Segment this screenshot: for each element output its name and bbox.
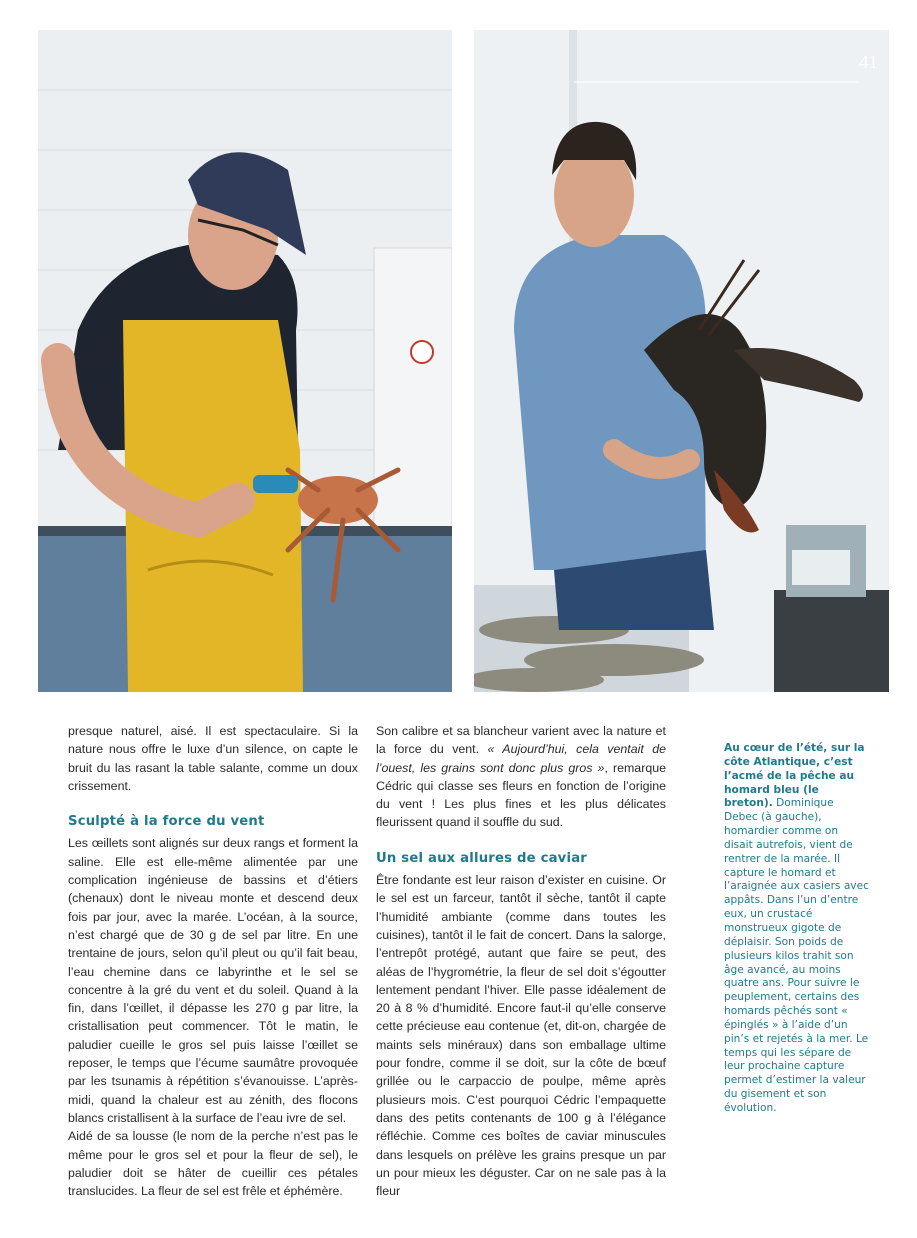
section-heading: Sculpté à la force du vent xyxy=(68,814,265,830)
quote: « Aujourd’hui, cela ventait de l’ouest, les grains sont donc plus gros » xyxy=(376,742,666,775)
photo-lobster-fisherman-icon xyxy=(38,30,452,692)
photo-blue-lobster-icon xyxy=(474,30,889,692)
photo-caption xyxy=(724,742,869,1116)
section-heading: Un sel aux allures de caviar xyxy=(376,850,588,866)
caption-text: Dominique Debec (à gauche), homardier comme on disait autrefois, vient de rentrer de la marée. Il capture le homard et l’araignée aux casiers avec appâts. Dans l’un d’entre eux, un crustacé monstrueux gigote de déplaisir. Son poids de plusieurs kilos trahit son âge avancé, au moins quatre ans. Pour suivre le peuplement, certains des homards pêchés sont « épinglés » à l’aide d’un pin’s et rejetés à la mer. Le temps qui les sépare de leur prochaine capture permet d’estimer la valeur du gisement et son évolution. xyxy=(724,797,869,1114)
paragraph: Aidé de sa lousse (le nom de la perche n’est pas le même pour le gros sel et pour la fleur de sel), le paludier doit se hâter de cueillir ces pétales translucides. La fleur de sel est frêle et éphémère. xyxy=(68,1129,358,1199)
text-column-1 xyxy=(68,722,358,1200)
page-number: 41 xyxy=(859,52,878,73)
paragraph-start: Son calibre et sa blancheur varient avec la nature et la force du vent. xyxy=(376,724,666,757)
paragraph: Être fondante est leur raison d’exister en cuisine. Or le sel est un farceur, tantôt il sèche, tantôt il capte l’humidité ambiante (comme dans toutes les cuisines), tantôt il le fait de concert. Dans la salorge, l’entrepôt protégé, autant que faire se peut, des aléas de l’hygrométrie, la fleur de sel doit s’égoutter lentement pendant l’hiver. Elle passe idéalement de 20 à 8 % d’humidité. Encore faut-il qu’elle conserve cette précieuse eau contenue (et, dit-on, chargée de maints sels minéraux) dans son emballage ultime pour fondre, comme il se doit, sur la côte de bœuf grillée ou le carpaccio de poulpe, même après plusieurs mois. C’est pourquoi Cédric l’empaquette dans des petits contenants de 100 g à l’élégance réfléchie. Comme ces boîtes de caviar minuscules dans lesquels on prélève les grains presque un par un pour mieux les déguster. Car on ne sale pas à la fleur xyxy=(376,873,666,1199)
paragraph xyxy=(376,722,666,832)
paragraph-end: , remarque Cédric qui classe ses fleurs en fonction de l’origine du vent ! Les plus fines et les plus délicates fleurissent quand il souffle du sud. xyxy=(376,760,666,830)
paragraph: Les œillets sont alignés sur deux rangs et forment la saline. Elle est elle-même alimentée par une complication ingénieuse de bassins et d’étiers (chenaux) dont le niveau monte et descend deux fois par jour, avec la marée. L’océan, à la source, n’est chargé que de 30 g de sel par litre. En une trentaine de jours, selon qu’il pleut ou qu’il fait beau, l’eau chemine dans ce labyrinthe et le sel se concentre à la gré du vent et du soleil. Quand à la fin, dans l’œillet, il dépasse les 270 g par litre, la cristallisation peut commencer. Tôt le matin, le paludier cueille le gros sel puis laisse l’œillet se reposer, le temps que l’écume saumâtre provoquée par les tsunamis à répétition s’évanouisse. L’après-midi, quand la chaleur est au zénith, des flocons blancs cristallisent à la surface de l’eau ivre de sel. xyxy=(68,836,358,1125)
paragraph: presque naturel, aisé. Il est spectaculaire. Si la nature nous offre le luxe d’un silence, on capte le bruit du las rasant la table salante, comme un doux crissement. xyxy=(68,724,358,793)
caption-lead: Au cœur de l’été, sur la côte Atlantique, c’est l’acmé de la pêche au homard bleu (le breton). xyxy=(724,742,865,810)
text-column-2 xyxy=(376,722,666,1200)
